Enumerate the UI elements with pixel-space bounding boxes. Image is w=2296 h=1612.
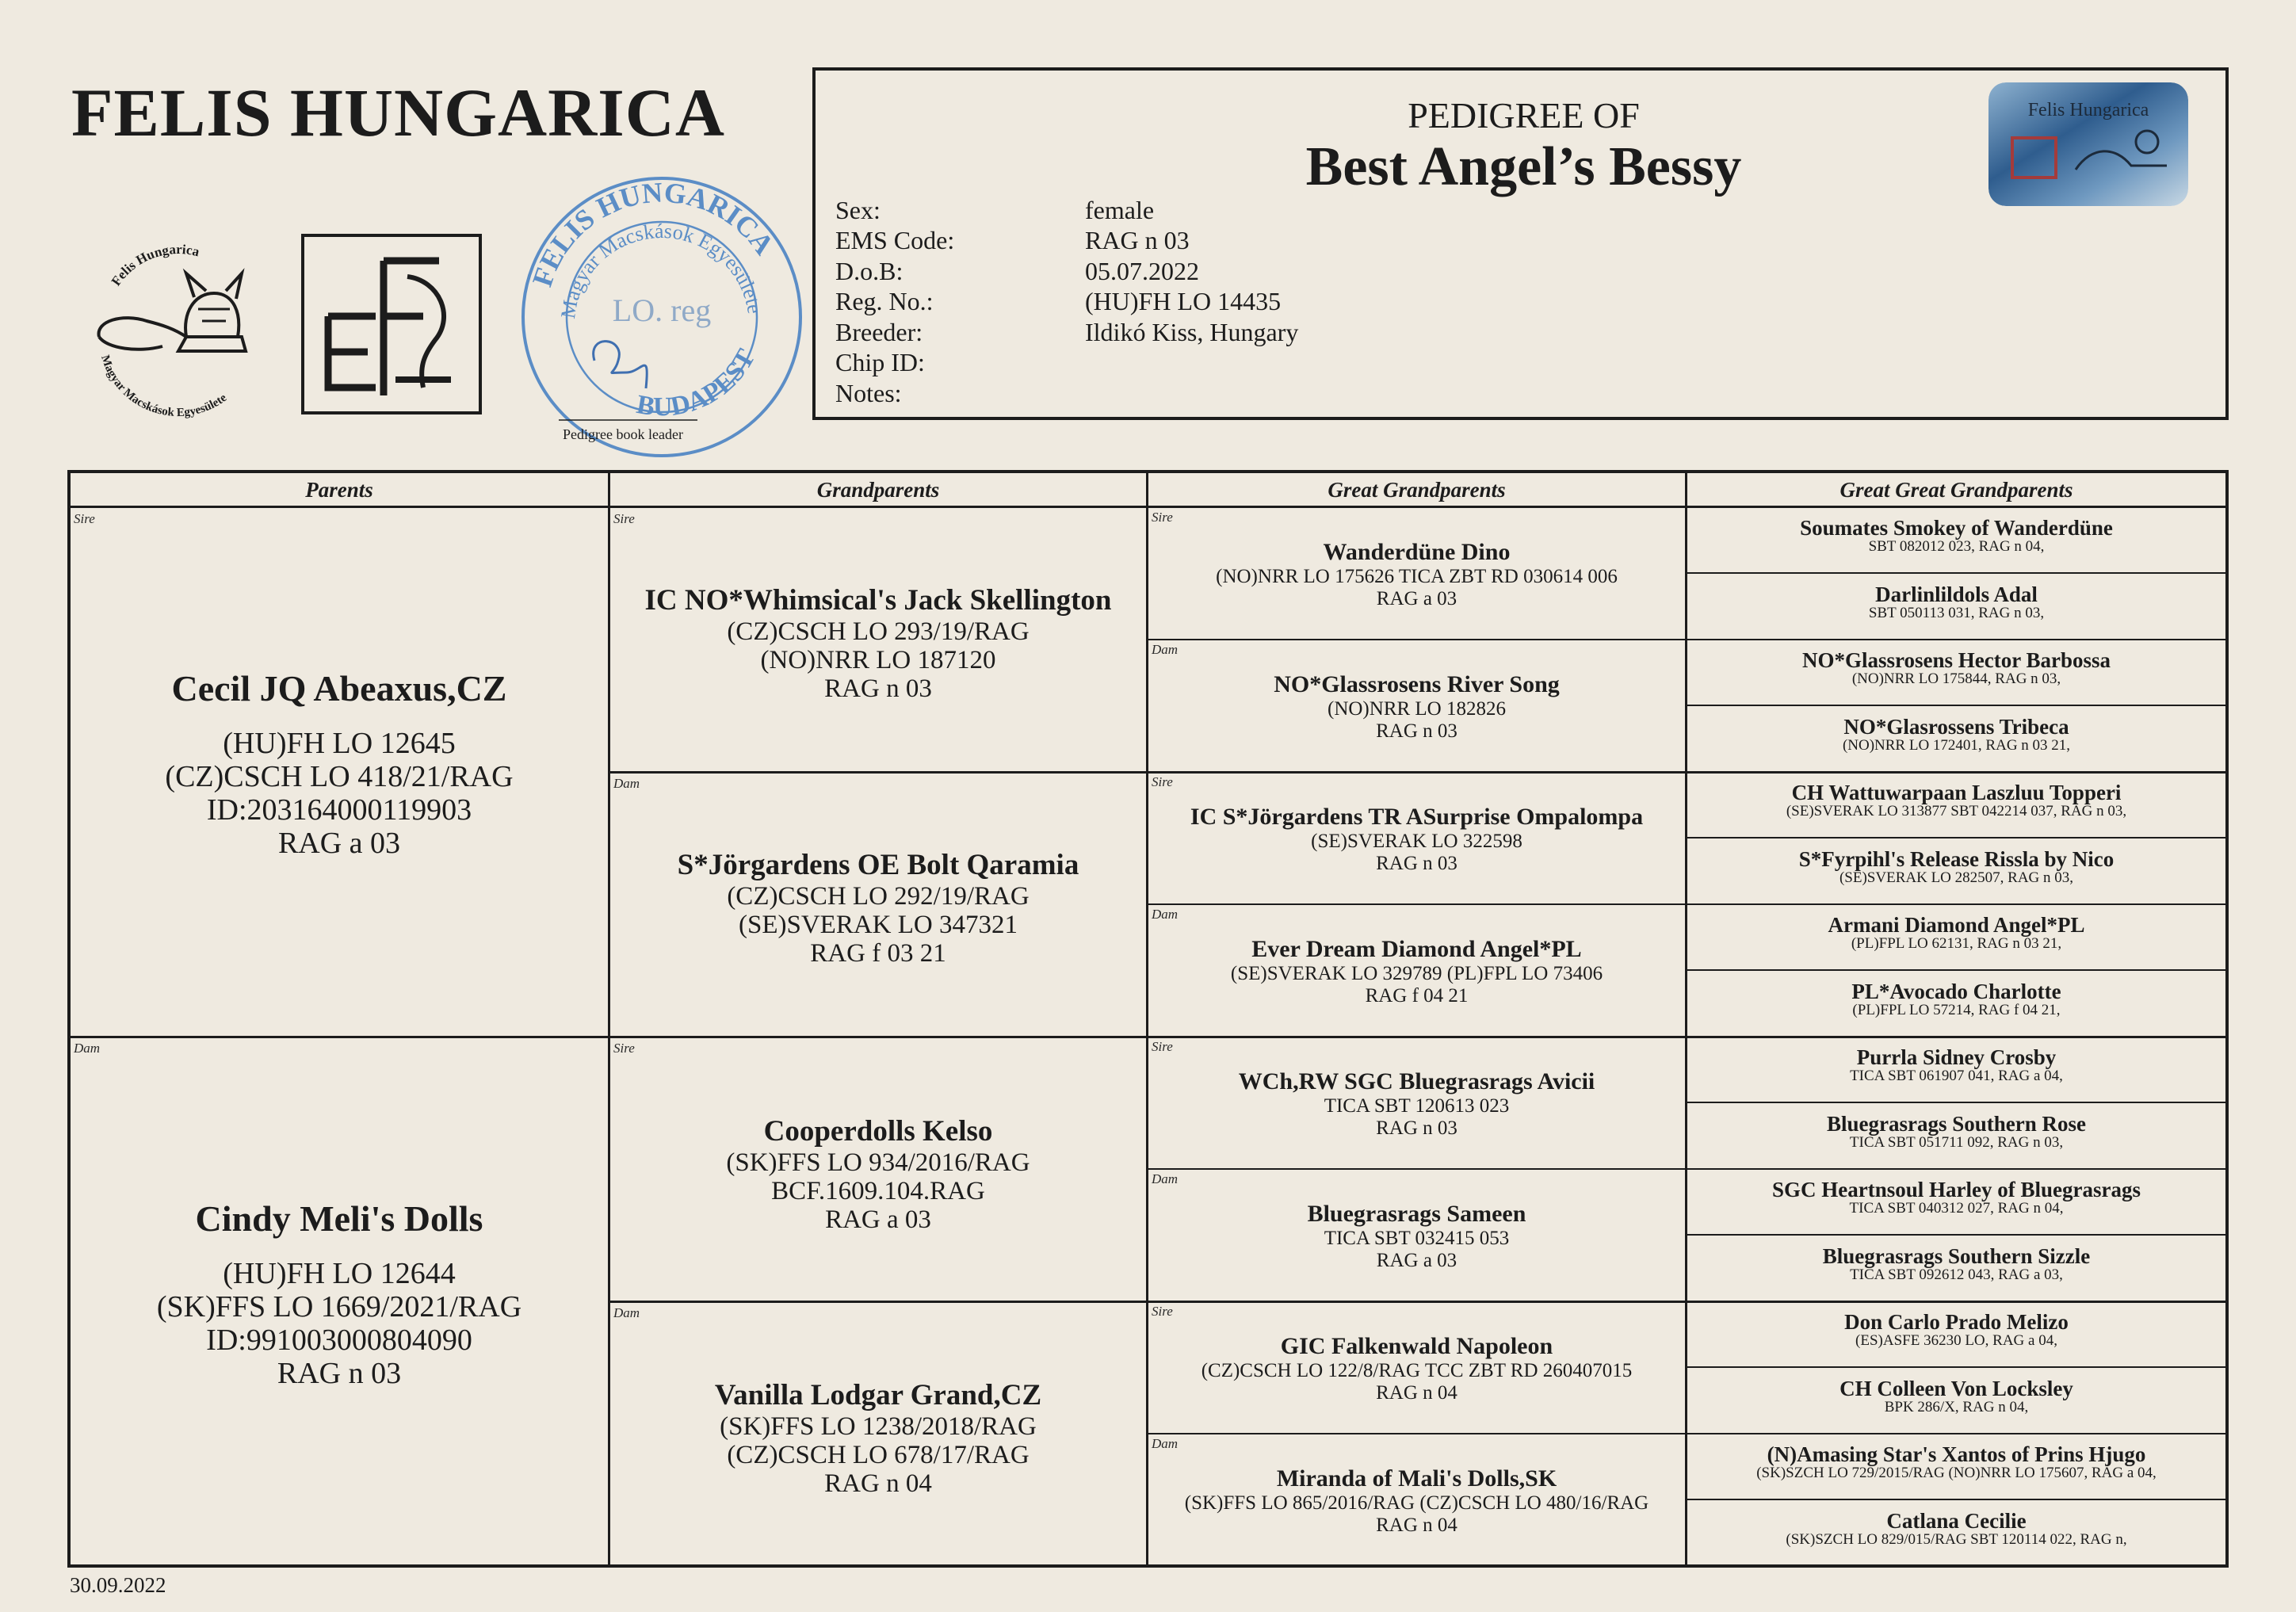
registration-line: TICA SBT 032415 053 [1324,1228,1510,1249]
cat-name: IC S*Jörgardens TR ASurprise Ompalompa [1190,804,1644,830]
cat-name: IC NO*Whimsical's Jack Skellington [644,584,1112,617]
great-great-grandparent-cell [1687,848,2225,886]
registration-line: (SE)SVERAK LO 322598 [1311,831,1522,852]
registration-line: (SE)SVERAK LO 329789 (PL)FPL LO 73406 [1230,963,1603,984]
great-great-grandparent-cell [1687,583,2225,621]
reg-no-label: Reg. No.: [835,287,934,315]
row-divider [1685,1102,2229,1103]
ems-code: RAG a 03 [277,827,401,860]
row-divider [1685,572,2229,574]
column-header-great-great-grandparents: Great Great Grandparents [1839,478,2073,502]
cat-name: Cecil JQ Abeaxus,CZ [171,668,507,709]
cat-name: Miranda of Mali's Dolls,SK [1276,1465,1557,1492]
cat-name: Don Carlo Prado Melizo [1844,1310,2069,1334]
issue-date: 30.09.2022 [70,1573,166,1597]
cat-name: S*Jörgardens OE Bolt Qaramia [677,849,1079,881]
great-great-grandparent-cell [1687,716,2225,754]
ems-code-label: EMS Code: [835,226,955,254]
grandparent-cell [610,849,1146,968]
registration-line: (CZ)CSCH LO 293/19/RAG [727,617,1030,646]
cat-name: Best Angel’s Bessy [1305,136,1742,197]
great-great-grandparent-cell [1687,1245,2225,1283]
row-divider [1685,969,2229,971]
cat-name: Cooperdolls Kelso [763,1115,993,1148]
cat-name: Cindy Meli's Dolls [195,1198,483,1239]
ems-code: RAG n 03 [1376,853,1457,874]
cat-name: Ever Dream Diamond Angel*PL [1251,936,1582,962]
registration-line: (SK)FFS LO 1669/2021/RAG [156,1290,522,1324]
table-border-right [2225,470,2229,1568]
cat-name: NO*Glasrossens Tribeca [1843,715,2069,739]
row-divider [1146,639,2229,640]
ems-code: RAG n 04 [1376,1515,1457,1536]
registration-line: (NO)NRR LO 175844, RAG n 03, [1851,670,2061,687]
row-divider [608,771,2229,774]
ems-code: RAG f 03 21 [810,939,946,968]
dob-value: 05.07.2022 [1085,257,1199,285]
felis-hungarica-logo [75,218,281,432]
row-divider [1146,1168,2229,1170]
ems-code: RAG a 03 [1376,588,1457,609]
cat-name: Armani Diamond Angel*PL [1828,913,2085,937]
cat-name: NO*Glassrosens River Song [1274,671,1560,697]
row-divider [608,1301,2229,1303]
cat-name: Vanilla Lodgar Grand,CZ [714,1379,1042,1411]
sire-label: Sire [613,511,635,526]
ems-code: RAG n 03 [1376,1117,1457,1139]
registration-line: TICA SBT 040312 027, RAG n 04, [1849,1200,2064,1217]
great-grandparent-cell [1148,804,1685,875]
stamp-caption: Pedigree book leader [563,426,683,442]
cat-name: CH Colleen Von Locksley [1839,1377,2073,1400]
registration-line: (NO)NRR LO 182826 [1328,698,1506,720]
great-great-grandparent-cell [1687,1443,2225,1481]
cat-name: WCh,RW SGC Bluegrasrags Avicii [1238,1068,1595,1094]
notes-label: Notes: [835,379,902,407]
cat-name: Purrla Sidney Crosby [1856,1045,2057,1069]
dam-label: Dam [1152,1436,1179,1451]
registration-line: TICA SBT 051711 092, RAG n 03, [1849,1134,2064,1151]
svg-text:Magyar Macskások Egyesülete [98,353,229,419]
sire-label: Sire [74,511,95,526]
row-divider [1685,705,2229,706]
hologram-sticker [1988,82,2188,206]
stamp-center-text: LO. reg [612,292,712,328]
sire-label: Sire [1152,510,1173,525]
registration-line: (CZ)CSCH LO 122/8/RAG TCC ZBT RD 260407015 [1201,1360,1633,1381]
cat-name: Wanderdüne Dino [1323,539,1511,565]
sex-label: Sex: [835,196,881,224]
dam-label: Dam [1152,642,1179,657]
dam-label: Dam [613,776,640,791]
great-grandparent-cell [1148,936,1685,1007]
chip-id-label: Chip ID: [835,348,925,376]
grandparent-cell [610,1115,1146,1234]
registration-line: SBT 050113 031, RAG n 03, [1868,605,2045,621]
header-divider [67,506,2229,508]
great-great-grandparent-cell [1687,649,2225,687]
ems-code: RAG n 04 [824,1469,932,1498]
great-great-grandparent-cell [1687,517,2225,555]
registration-line: (HU)FH LO 12645 [223,727,456,760]
great-grandparent-cell [1148,1201,1685,1272]
registration-line: BCF.1609.104.RAG [771,1177,985,1205]
great-great-grandparent-cell [1687,980,2225,1018]
ems-code: RAG a 03 [1376,1250,1457,1271]
row-divider [1685,1499,2229,1500]
cat-name: Soumates Smokey of Wanderdüne [1800,516,2113,540]
registration-line: (SE)SVERAK LO 313877 SBT 042214 037, RAG n 03, [1786,803,2127,819]
dam-label: Dam [1152,1171,1179,1186]
row-divider [1146,1433,2229,1434]
great-grandparent-cell [1148,1068,1685,1140]
great-great-grandparent-cell [1687,914,2225,952]
row-divider [67,1036,2229,1038]
sire-label: Sire [1152,1304,1173,1319]
row-divider [1685,1234,2229,1236]
ems-code: RAG n 04 [1376,1382,1457,1404]
registration-line: (SK)FFS LO 934/2016/RAG [726,1148,1030,1177]
row-divider [1685,1366,2229,1368]
ems-code: RAG f 04 21 [1365,985,1469,1007]
registration-line: (PL)FPL LO 62131, RAG n 03 21, [1851,935,2062,952]
great-grandparent-cell [1148,671,1685,743]
registration-line: (SK)SZCH LO 729/2015/RAG (NO)NRR LO 175607, RAG a 04, [1756,1465,2157,1481]
ems-code: RAG a 03 [825,1205,931,1234]
cat-name: (N)Amasing Star's Xantos of Prins Hjugo [1767,1442,2146,1466]
column-header-parents: Parents [305,478,373,502]
great-great-grandparent-cell [1687,1311,2225,1349]
dam-label: Dam [1152,907,1179,922]
registration-line: (SE)SVERAK LO 282507, RAG n 03, [1839,869,2074,886]
registration-line: (ES)ASFE 36230 LO, RAG a 04, [1855,1332,2057,1349]
cat-name: NO*Glassrosens Hector Barbossa [1801,648,2111,672]
parent-sire-cell [71,668,608,860]
registration-line: (SK)SZCH LO 829/015/RAG SBT 120114 022, RAG n, [1786,1531,2127,1548]
hologram-text: Felis Hungarica [2027,100,2149,120]
great-great-grandparent-cell [1687,1377,2225,1415]
ems-code: RAG n 03 [1376,720,1457,742]
cat-name: GIC Falkenwald Napoleon [1280,1333,1553,1359]
cat-name: Bluegrasrags Southern Sizzle [1822,1244,2091,1268]
reg-no-value: (HU)FH LO 14435 [1085,287,1282,315]
registration-line: (CZ)CSCH LO 418/21/RAG [165,760,514,793]
registration-line: (HU)FH LO 12644 [223,1257,456,1290]
dam-label: Dam [74,1041,101,1056]
parent-dam-cell [71,1198,608,1390]
cat-name: PL*Avocado Charlotte [1851,980,2061,1003]
great-great-grandparent-cell [1687,781,2225,819]
pedigree-info-box [812,67,2229,420]
row-divider [1685,837,2229,838]
sex-value: female [1085,196,1155,224]
ems-code: RAG n 03 [277,1357,402,1390]
stamp-arc-top: FELIS HUNGARICA [525,176,781,291]
great-great-grandparent-cell [1687,1178,2225,1217]
registration-line: ID:991003000804090 [206,1324,472,1357]
cat-name: SGC Heartnsoul Harley of Bluegrasrags [1772,1178,2141,1201]
column-header-great-grandparents: Great Grandparents [1328,478,1506,502]
registration-line: TICA SBT 061907 041, RAG a 04, [1850,1068,2063,1084]
great-great-grandparent-cell [1687,1113,2225,1151]
sire-label: Sire [1152,1039,1173,1054]
table-border-left [67,470,71,1568]
cat-name: Catlana Cecilie [1886,1509,2027,1533]
great-grandparent-cell [1148,1465,1685,1537]
great-great-grandparent-cell [1687,1510,2225,1548]
svg-text:BUDAPEST [634,344,761,422]
great-grandparent-cell [1148,1333,1685,1404]
registration-line: BPK 286/X, RAG n 04, [1884,1399,2029,1415]
registration-line: (NO)NRR LO 172401, RAG n 03 21, [1842,737,2071,754]
dam-label: Dam [613,1305,640,1320]
registration-line: (CZ)CSCH LO 678/17/RAG [727,1441,1030,1469]
grandparent-cell [610,584,1146,703]
dob-label: D.o.B: [835,257,904,285]
registration-line: TICA SBT 092612 043, RAG a 03, [1850,1266,2063,1283]
breeder-label: Breeder: [835,318,923,346]
logo-arc-bottom-text: Magyar Macskások Egyesülete [98,353,230,420]
fife-logo [301,234,482,414]
organization-title: FELIS HUNGARICA [71,74,725,151]
cat-name: Darlinlildols Adal [1875,583,2038,606]
ems-code-value: RAG n 03 [1085,226,1190,254]
logo-arc-top-text: Felis Hungarica [108,241,201,289]
cat-name: Bluegrasrags Sameen [1307,1201,1526,1227]
registration-line: TICA SBT 120613 023 [1324,1095,1510,1117]
sire-label: Sire [1152,774,1173,789]
cat-name: S*Fyrpihl's Release Rissla by Nico [1798,847,2115,871]
great-grandparent-cell [1148,539,1685,610]
column-header-grandparents: Grandparents [816,478,940,502]
ems-code: RAG n 03 [824,674,932,703]
great-great-grandparent-cell [1687,1046,2225,1084]
stamp-arc-bottom: BUDAPEST [634,344,762,422]
official-stamp [507,159,816,468]
pedigree-heading: PEDIGREE OF [1408,95,1640,136]
registration-line: SBT 082012 023, RAG n 04, [1868,538,2045,555]
registration-line: (SK)FFS LO 1238/2018/RAG [720,1412,1037,1441]
stamp-arc-inner: Magyar Macskások Egyesülete [556,219,767,321]
registration-line: (SE)SVERAK LO 347321 [739,911,1018,939]
cat-name: Bluegrasrags Southern Rose [1826,1112,2086,1136]
grandparent-cell [610,1379,1146,1498]
breeder-value: Ildikó Kiss, Hungary [1085,318,1299,346]
registration-line: (SK)FFS LO 865/2016/RAG (CZ)CSCH LO 480/16/RAG [1184,1492,1649,1514]
registration-line: (CZ)CSCH LO 292/19/RAG [727,882,1030,911]
registration-line: ID:203164000119903 [206,793,472,827]
row-divider [1146,903,2229,905]
sire-label: Sire [613,1041,635,1056]
cat-name: CH Wattuwarpaan Laszluu Topperi [1791,781,2122,804]
registration-line: (NO)NRR LO 175626 TICA ZBT RD 030614 006 [1216,566,1618,587]
registration-line: (PL)FPL LO 57214, RAG f 04 21, [1852,1002,2061,1018]
registration-line: (NO)NRR LO 187120 [760,646,996,674]
